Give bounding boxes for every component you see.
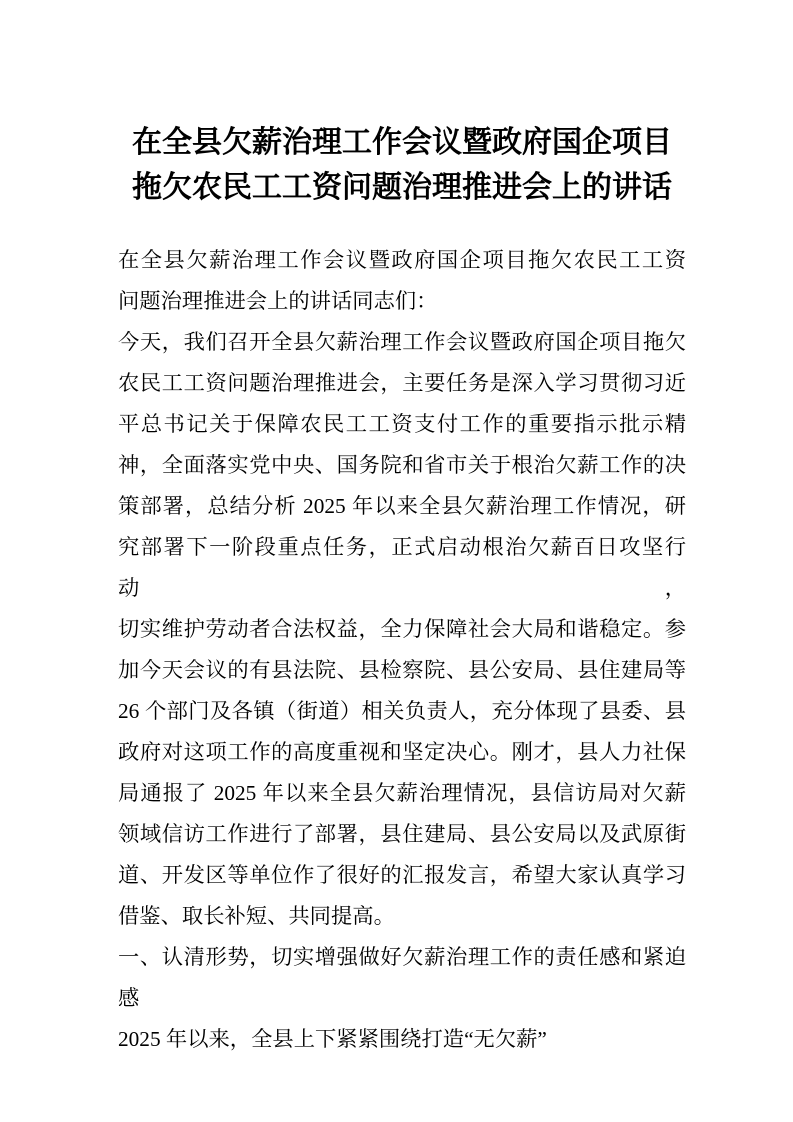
body-line: 究部署下一阶段重点任务，正式启动根治欠薪百日攻坚行动， xyxy=(118,535,686,600)
body-line: 切实维护劳动者合法权益，全力保障社会大局和谐稳定。参 xyxy=(118,617,686,641)
body-line: 一、认清形势，切实增强做好欠薪治理工作的责任感和紧迫 xyxy=(118,945,686,969)
body-line: 借鉴、取长补短、共同提高。 xyxy=(118,904,395,928)
body-line: 策部署，总结分析 2025 年以来全县欠薪治理工作情况，研 xyxy=(118,494,686,518)
body-line: 领域信访工作进行了部署，县住建局、县公安局以及武原街 xyxy=(118,822,686,846)
body-line: 道、开发区等单位作了很好的汇报发言，希望大家认真学习 xyxy=(118,863,686,887)
body-line: 今天，我们召开全县欠薪治理工作会议暨政府国企项目拖欠 xyxy=(118,330,686,354)
body-line: 政府对这项工作的高度重视和坚定决心。刚才，县人力社保 xyxy=(118,740,686,764)
body-line: 26 个部门及各镇（街道）相关负责人，充分体现了县委、县 xyxy=(118,699,686,723)
document-body xyxy=(118,240,686,1060)
body-line: 局通报了 2025 年以来全县欠薪治理情况，县信访局对欠薪 xyxy=(118,781,686,805)
title-line-2: 拖欠农民工工资问题治理推进会上的讲话 xyxy=(132,171,672,204)
body-line: 在全县欠薪治理工作会议暨政府国企项目拖欠农民工工资 xyxy=(118,248,686,272)
document-title xyxy=(118,120,686,210)
body-line: 农民工工资问题治理推进会，主要任务是深入学习贯彻习近 xyxy=(118,371,686,395)
body-line: 问题治理推进会上的讲话同志们： xyxy=(118,289,438,313)
body-line: 感 xyxy=(118,986,140,1010)
body-line: 加今天会议的有县法院、县检察院、县公安局、县住建局等 xyxy=(118,658,686,682)
body-line: 2025 年以来，全县上下紧紧围绕打造“无欠薪” xyxy=(118,1027,547,1051)
title-line-1: 在全县欠薪治理工作会议暨政府国企项目 xyxy=(132,126,672,159)
body-line: 平总书记关于保障农民工工资支付工作的重要指示批示精 xyxy=(118,412,686,436)
body-line: 神，全面落实党中央、国务院和省市关于根治欠薪工作的决 xyxy=(118,453,686,477)
